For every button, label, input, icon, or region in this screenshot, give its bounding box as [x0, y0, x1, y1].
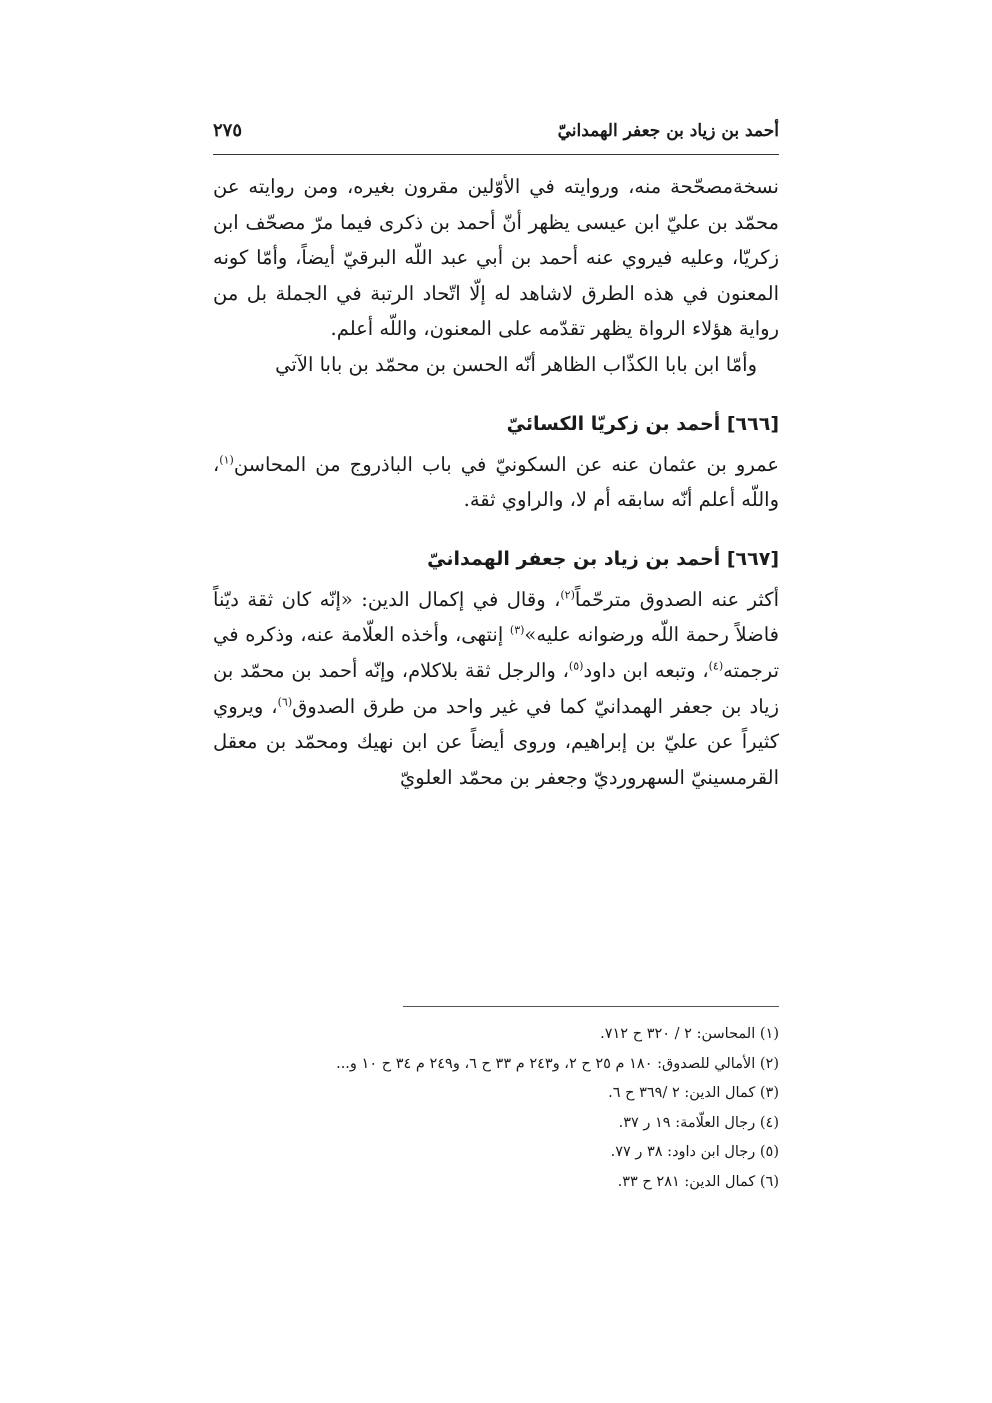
footnote-item: (٢) الأمالي للصدوق: ١٨٠ م ٢٥ ح ٢، و٢٤٣ م ٣٣ ح ٦، و٢٤٩ م ٣٤ ح ١٠ و...: [336, 1055, 779, 1072]
footnote-item: (٣) كمال الدين: ٢ /٣٦٩ ح ٦.: [608, 1085, 779, 1101]
paragraph-ibn-baba: وأمّا ابن بابا الكذّاب الظاهر أنّه الحسن بن محمّد بن بابا الآتي: [275, 352, 757, 376]
footnote-separator: [403, 1006, 779, 1007]
footnote-item: (٦) كمال الدين: ٢٨١ ح ٣٣.: [617, 1173, 779, 1190]
entry-667-text-part: ، والرجل ثقة بلاكلام، وإنّه أحمد بن محمّد بن زياد بن جعفر الهمدانيّ كما في غير واحد من طرق الصدوق: [213, 658, 779, 718]
entry-667-text-part: ، ويروي كثيراً عن عليّ بن إبراهيم، وروى أيضاً عن ابن نهيك ومحمّد بن معقل القرمسينيّ السهرورديّ وجعفر بن محمّد العلويّ: [213, 694, 779, 789]
footnote-item: (١) المحاسن: ٢ / ٣٢٠ ح ٧١٢.: [600, 1026, 779, 1042]
entry-666-text-part: عمرو بن عثمان عنه عن السكونيّ في باب الباذروج من المحاسن: [233, 452, 779, 476]
footnotes-list: [213, 1020, 779, 1197]
footnote-ref-6: (٦): [277, 695, 293, 709]
entry-666-text-part: ، واللّه أعلم أنّه سابقه أم لا، والراوي ثقة.: [213, 452, 779, 512]
footnote-ref-3: (٣): [509, 623, 525, 637]
footnote-ref-2: (٢): [560, 588, 575, 602]
footnote-ref-5: (٥): [568, 659, 584, 673]
footnote-item: (٤) رجال العلّامة: ١٩ ر ٣٧.: [618, 1114, 779, 1131]
entry-667-heading: [٦٦٧] أحمد بن زياد بن جعفر الهمدانيّ: [427, 547, 779, 570]
footnote-ref-1: (١): [219, 453, 234, 467]
paragraph-continuation: نسخةمصحّحة منه، وروايته في الأوّلين مقرون بغيره، ومن روايته عن محمّد بن عليّ ابن عيسى يظهر أنّ أحمد بن ذكرى فيما مرّ مصحّف ابن زكريّا، وعليه فيروي عنه أحمد بن أبي عبد اللّه البرقيّ أيضاً، وأمّا كونه المعنون في هذه الطرق لاشاهد له إلّا اتّحاد الرتبة في الجملة بل من رواية هؤلاء الرواة يظهر تقدّمه على المعنون، واللّه أعلم.: [213, 175, 779, 341]
running-title: أحمد بن زياد بن جعفر الهمدانيّ: [557, 121, 779, 141]
entry-666-heading: [٦٦٦] أحمد بن زكريّا الكسائيّ: [506, 412, 779, 435]
entry-667-text-part: ، وتبعه ابن داود: [583, 658, 709, 682]
running-header: [213, 120, 779, 155]
book-page: [213, 120, 779, 1190]
page-number: ٢٧٥: [213, 120, 243, 141]
entry-666-text: [213, 447, 779, 518]
entry-667-text: [213, 582, 779, 796]
footnote-ref-4: (٤): [708, 659, 724, 673]
footnote-item: (٥) رجال ابن داود: ٣٨ ر ٧٧.: [610, 1144, 779, 1160]
entry-667-text-part: أكثر عنه الصدوق مترحّماً: [574, 587, 779, 611]
entry-667-text-part: ، وقال في إكمال الدين: «إنّه كان ثقة ديّناً فاضلاً رحمة اللّه ورضوانه عليه»: [213, 587, 779, 647]
entry-667-text-part: إنتهى، وأخذه العلّامة عنه، وذكره في ترجمته: [213, 623, 779, 682]
